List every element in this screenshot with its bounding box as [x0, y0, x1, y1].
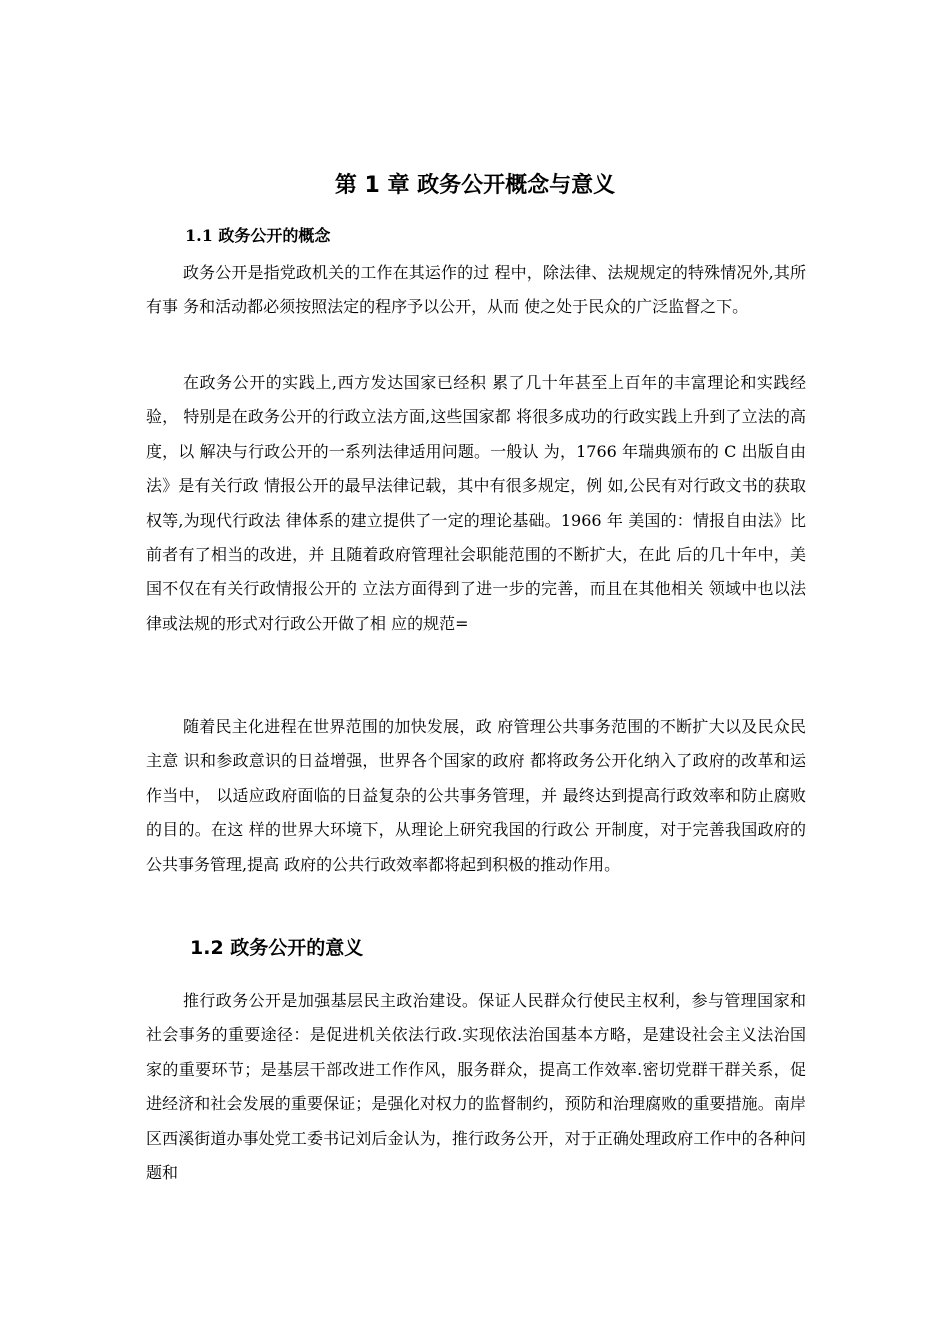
chapter-title: 第 1 章 政务公开概念与意义: [334, 173, 616, 198]
paragraph-western-practice: 在政务公开的实践上,西方发达国家已经积 累了几十年甚至上百年的丰富理论和实践经验， 特别是在政务公开的行政立法方面,这些国家都 将很多成功的行政实践上升到了立法的高度，以 解决与行政公开的一系列法律适用问题。一般认 为，1766 年瑞典颁布的 C 出版自由法》是有关行政 情报公开的最早法律记载，其中有很多规定，例 如,公民有对行政文书的获取权等,为现代行政法 律体系的建立提供了一定的理论基础。1966 年 美国的：情报自由法》比前者有了相当的改进，并 且随着政府管理社会职能范围的不断扩大，在此 后的几十年中，美国不仅在有关行政情报公开的 立法方面得到了进一步的完善，而且在其他相关 领域中也以法律或法规的形式对行政公开做了相 应的规范=: [146, 373, 806, 633]
paragraph-significance: 推行政务公开是加强基层民主政治建设。保证人民群众行使民主权利，参与管理国家和社会事务的重要途径：是促进机关依法行政.实现依法治国基本方略，是建设社会主义法治国家的重要环节；是基层干部改进工作作风，服务群众，提高工作效率.密切党群干群关系，促进经济和社会发展的重要保证；是强化对权力的监督制约，预防和治理腐败的重要措施。南岸区西溪街道办事处党工委书记刘后金认为，推行政务公开，对于正确处理政府工作中的各种问题和: [146, 991, 806, 1183]
paragraph-democratization: 随着民主化进程在世界范围的加快发展，政 府管理公共事务范围的不断扩大以及民众民主意 识和参政意识的日益增强，世界各个国家的政府 都将政务公开化纳入了政府的改革和运作当中， 以适应政府面临的日益复杂的公共事务管理，并 最终达到提高行政效率和防止腐败的目的。在这 样的世界大环境下，从理论上研究我国的行政公 开制度，对于完善我国政府的公共事务管理,提高 政府的公共行政效率都将起到积极的推动作用。: [146, 717, 806, 874]
section-1-2-heading: 1.2 政务公开的意义: [190, 937, 364, 959]
section-1-1-heading: 1.1 政务公开的概念: [185, 226, 331, 245]
paragraph-definition: 政务公开是指党政机关的工作在其运作的过 程中，除法律、法规规定的特殊情况外,其所有事 务和活动都必须按照法定的程序予以公开，从而 使之处于民众的广泛监督之下。: [146, 263, 806, 317]
